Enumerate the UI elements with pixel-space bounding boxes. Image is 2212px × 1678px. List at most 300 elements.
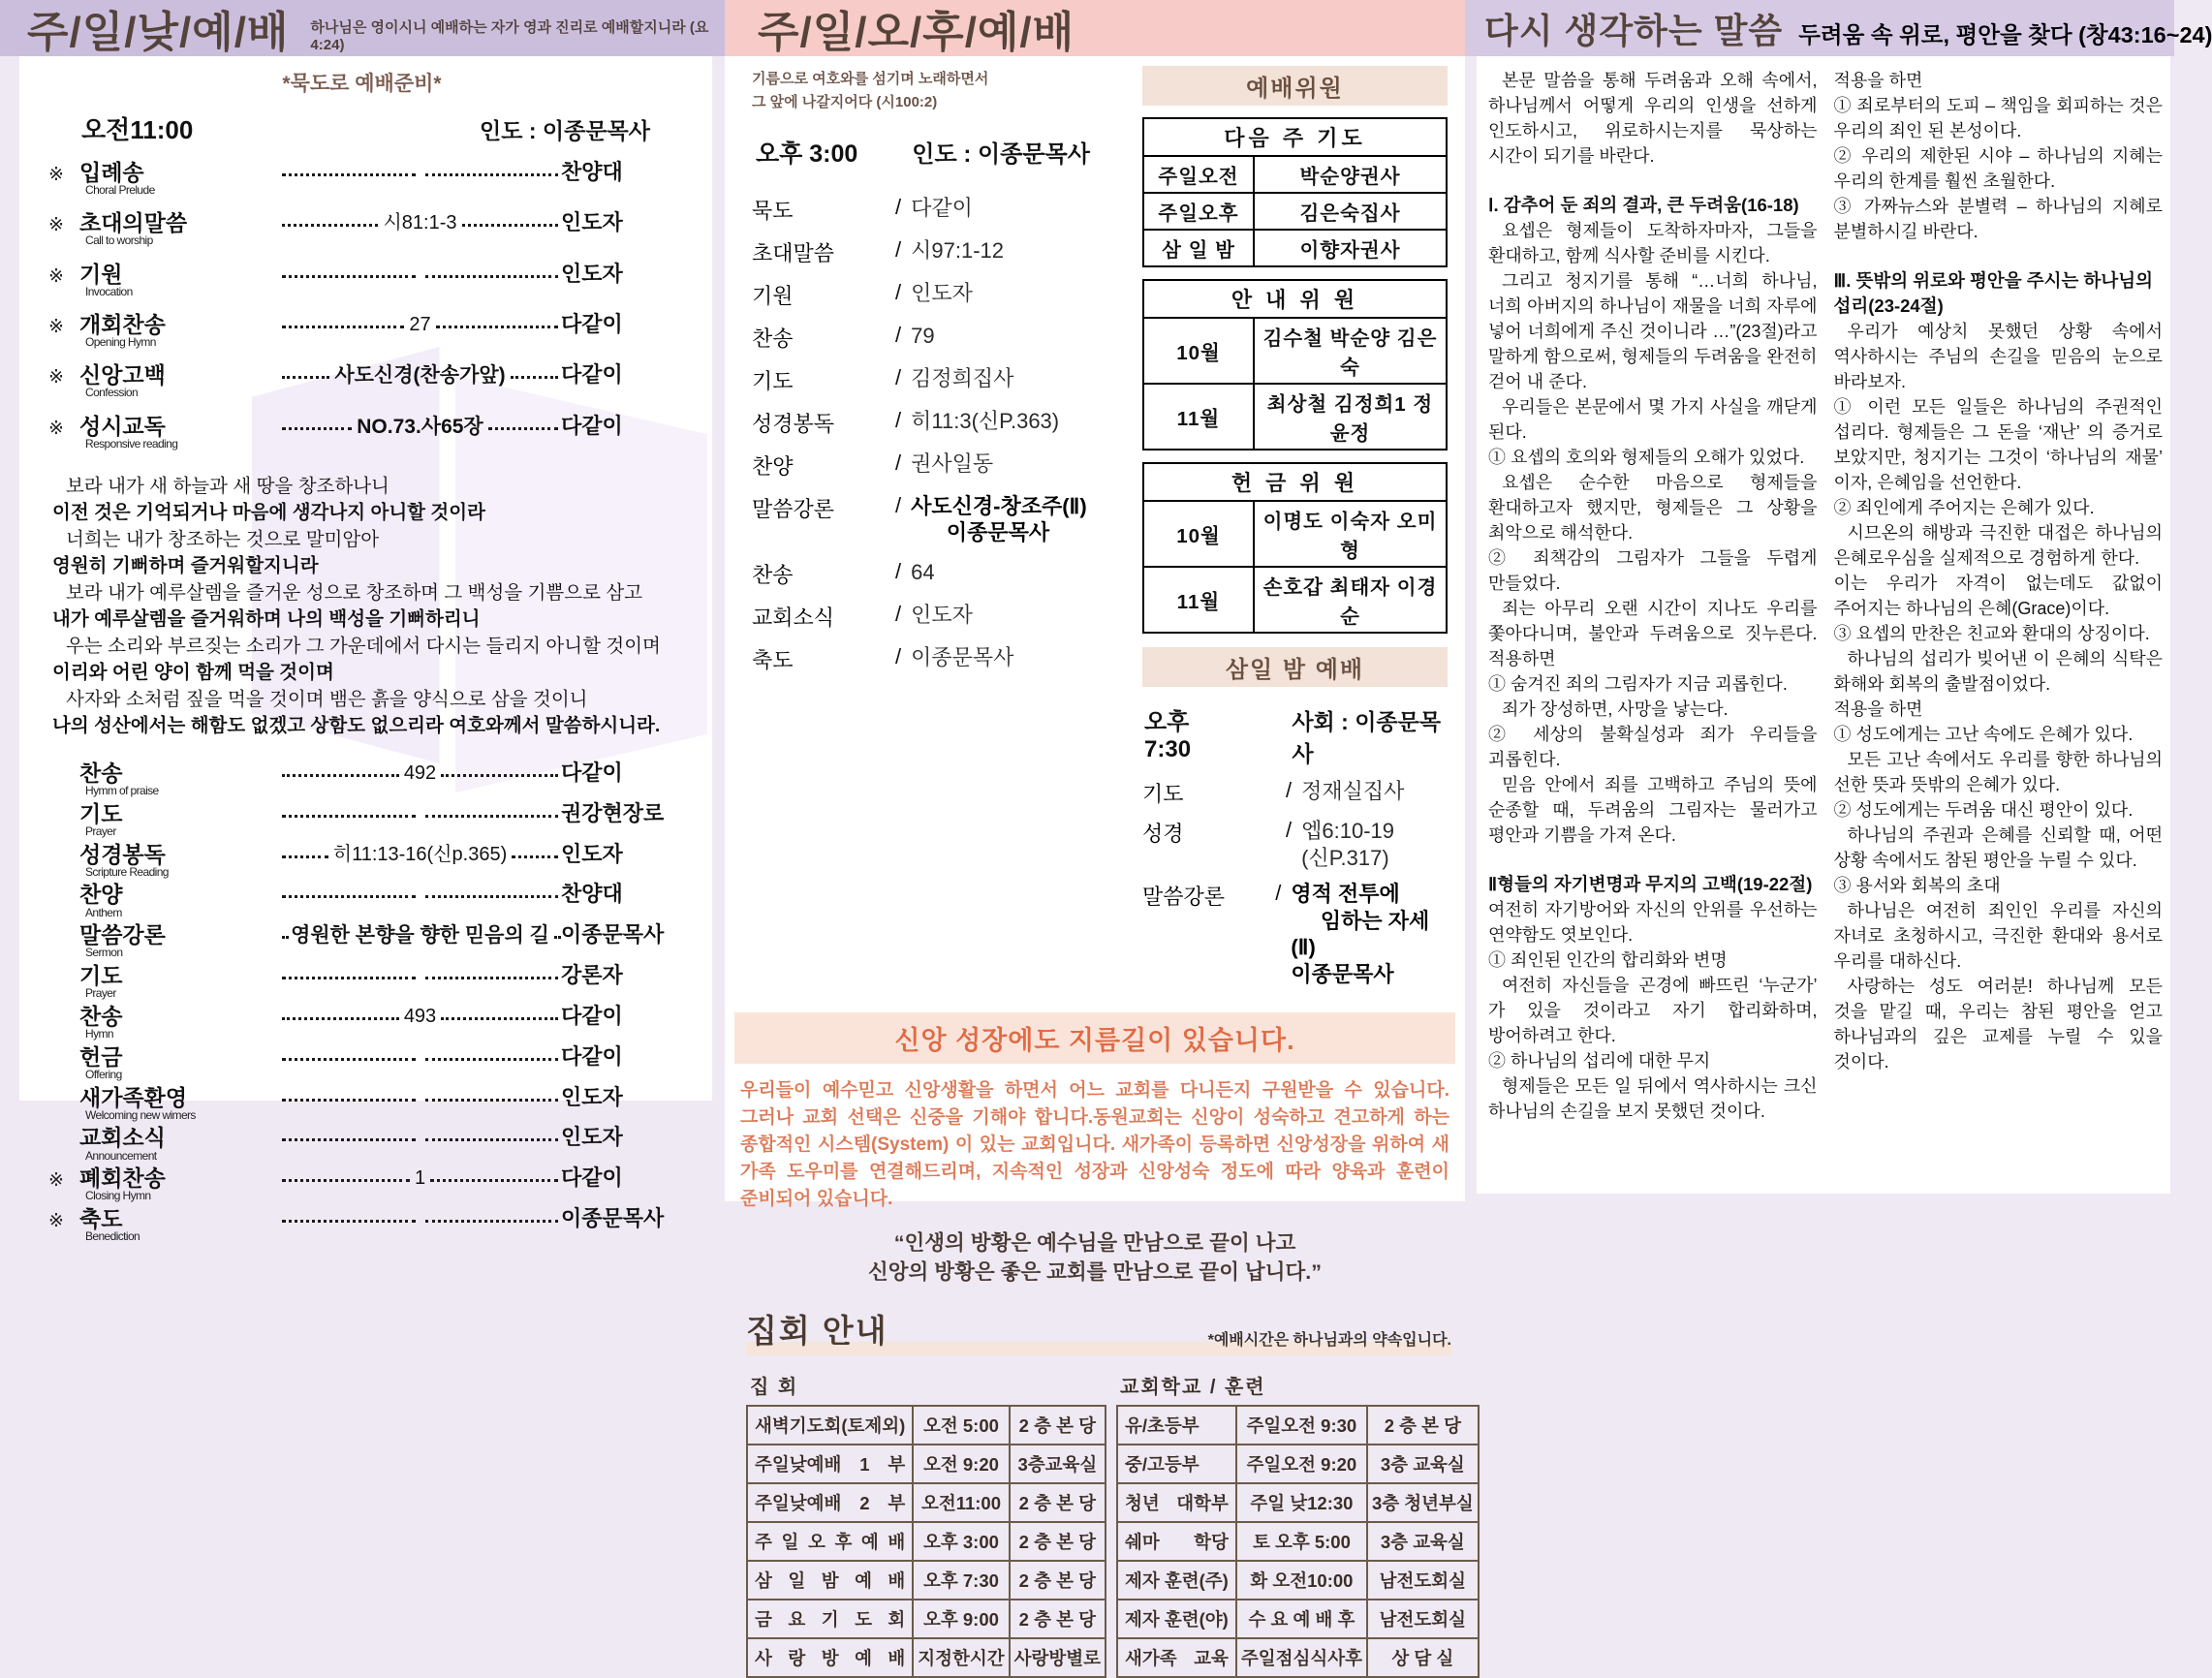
class-time: 수 요 예 배 후 [1236, 1600, 1367, 1638]
class-name: 제자 훈련(주) [1117, 1561, 1236, 1600]
reflection-paragraph: ② 하나님의 섭리에 대한 무지 [1488, 1051, 1711, 1071]
table-row [1143, 567, 1447, 633]
standing-mark: ※ [48, 265, 64, 287]
order-values [911, 559, 934, 589]
dotted-leader [425, 1126, 559, 1141]
order-label-korean: 축도 [752, 647, 794, 672]
order-label [79, 211, 279, 247]
slash-separator: / [895, 194, 902, 219]
order-label-korean: 찬양 [79, 882, 123, 908]
reading-line: 우는 소리와 부르짖는 소리가 그 가운데에서 다시는 들리지 아니할 것이며 [66, 635, 661, 657]
meeting-name: 새벽기도회(토제외) [747, 1406, 913, 1445]
table-row [1117, 1406, 1479, 1445]
order-label-korean: 초대말씀 [752, 240, 835, 265]
order-performer: 인도자 [561, 841, 623, 866]
slash-separator: / [895, 643, 902, 668]
reflection-paragraph: ② 죄인에게 주어지는 은혜가 있다. [1833, 498, 2095, 517]
dotted-leader [425, 161, 559, 176]
order-label-korean: 찬양 [752, 453, 794, 479]
quote-line1: “인생의 방황은 예수님을 만남으로 끝이 나고 [893, 1231, 1296, 1255]
meeting-time: 지정한시간 [913, 1638, 1009, 1677]
meeting-place: 사랑방별로 [1010, 1638, 1106, 1677]
order-row [48, 883, 675, 918]
order-label [79, 1005, 279, 1041]
order-detail: NO.73.사65장 [357, 415, 483, 438]
usher-month: 10월 [1143, 318, 1254, 384]
reading-line: 보라 내가 새 하늘과 새 땅을 창조하나니 [66, 475, 389, 497]
morning-service-leader: 인도 : 이종문목사 [480, 118, 650, 143]
dotted-leader [512, 843, 558, 858]
next-week-prayer-table [1142, 117, 1448, 267]
meeting-guide-titlebar [746, 1306, 1451, 1355]
order-values [911, 280, 973, 310]
order-performer: 이종문목사 [561, 1206, 665, 1231]
dotted-leader [425, 1086, 559, 1102]
order-row [48, 363, 675, 399]
order-value-line1: 영적 전투에 [1291, 882, 1400, 906]
order-label-english: Closing Hymn [85, 1189, 151, 1203]
panel-sunday-morning-worship [0, 0, 725, 1244]
order-value-line2: (신P.317) [1301, 845, 1389, 870]
reflection-paragraph: ② 세상의 불확실성과 죄가 우리들을 괴롭힌다. [1488, 725, 1818, 769]
reflection-paragraph: Ⅲ. 뜻밖의 위로와 평안을 주시는 하나님의 섭리(23-24절) [1833, 270, 2154, 316]
morning-time-row [81, 110, 650, 146]
reflection-title: 다시 생각하는 말씀 [1484, 10, 1784, 50]
wednesday-service-leader: 사회 : 이종문목사 [1292, 709, 1442, 766]
dotted-leader [282, 1045, 416, 1061]
order-label-english: Hymm of praise [85, 784, 159, 798]
order-row [752, 493, 1135, 546]
order-detail: 27 [409, 313, 431, 335]
class-place: 상 담 실 [1367, 1638, 1479, 1677]
order-row [48, 211, 675, 247]
reflection-paragraph: ① 요셉의 호의와 형제들의 오해가 있었다. [1488, 448, 1805, 467]
dotted-leader [462, 211, 558, 227]
school-column-header: 교회학교 / 훈련 [1120, 1377, 1266, 1398]
order-label-english: Offering [85, 1067, 122, 1081]
offering-month: 10월 [1143, 501, 1254, 567]
reflection-body [1477, 56, 2170, 1194]
order-label [79, 415, 279, 451]
afternoon-worship-title: 주/일/오/후/예/배 [758, 9, 1075, 56]
wednesday-service-title: 삼일 밤 예배 [1142, 647, 1448, 687]
order-row [752, 280, 1135, 310]
meeting-time: 오후 7:30 [913, 1561, 1009, 1600]
morning-worship-verse: 하나님은 영이시니 예배하는 자가 영과 진리로 예배할지니라 (요4:24) [310, 19, 709, 53]
prayer-slot: 삼 일 밤 [1143, 230, 1254, 266]
order-row [752, 644, 1135, 674]
reflection-column-2 [1834, 68, 2164, 1194]
standing-mark [48, 761, 79, 764]
order-row [48, 802, 675, 838]
order-label-korean: 말씀강론 [752, 496, 835, 521]
reflection-paragraph: 하나님의 섭리가 빚어낸 이 은혜의 식탁은 화해와 회복의 출발점이었다. [1833, 649, 2163, 694]
dotted-leader [425, 1207, 559, 1223]
morning-order-list-2 [48, 761, 675, 1243]
order-label-english: Responsive reading [85, 436, 178, 451]
table-header-row [1143, 463, 1447, 501]
meetings-table-column [746, 1371, 1106, 1678]
order-values [911, 195, 973, 225]
order-value-line1: 이종문목사 [911, 644, 1014, 669]
order-label-english: Prayer [85, 986, 116, 1001]
reflection-paragraph: 여전히 자신들을 곤경에 빠뜨린 ‘누군가’ 가 있을 것이라고 자기 합리화하며, 방어하려고 한다. [1488, 976, 1818, 1045]
slash-separator: / [895, 492, 902, 517]
order-row [48, 1005, 675, 1041]
order-row [48, 1045, 675, 1081]
order-performer: 인도자 [561, 261, 623, 286]
class-place: 남전도회실 [1367, 1561, 1479, 1600]
class-name: 제자 훈련(야) [1117, 1600, 1236, 1638]
table-row [1117, 1638, 1479, 1677]
order-label-korean: 기도 [752, 368, 794, 393]
standing-mark [48, 883, 79, 886]
reflection-paragraph: 시므온의 해방과 극진한 대접은 하나님의 은혜로우심을 실제적으로 경험하게 한다. [1833, 523, 2163, 568]
usher-names: 김수철 박순양 김은숙 [1254, 318, 1447, 384]
afternoon-verse-line2: 그 앞에 나갈지어다 (시100:2) [752, 94, 938, 111]
order-value-line1: 권사일동 [911, 451, 994, 476]
reflection-paragraph: 믿음 안에서 죄를 고백하고 주님의 뜻에 순종할 때, 두려움의 그림자는 물러가고 평안과 기쁨을 가져 온다. [1488, 775, 1818, 845]
reflection-header [1465, 0, 2212, 56]
order-value-line2: 이종문목사 [911, 520, 1050, 544]
reflection-paragraph: ① 죄로부터의 도피 – 책임을 회피하는 것은 우리의 죄인 된 본성이다. [1833, 96, 2163, 140]
dotted-leader [282, 1207, 416, 1223]
order-row [48, 161, 675, 197]
dotted-leader [282, 843, 328, 858]
dotted-leader [554, 923, 558, 939]
order-values [911, 323, 934, 353]
table-row [1143, 501, 1447, 567]
order-values [911, 365, 1013, 395]
reflection-paragraph: 본문 말씀을 통해 두려움과 오해 속에서, 하나님께서 어떻게 우리의 인생을 선하게 인도하시고, 위로하시는지를 묵상하는 시간이 되기를 바란다. [1488, 71, 1818, 166]
reading-line: 이전 것은 기억되거나 마음에 생각나지 아니할 것이라 [52, 502, 485, 524]
responsive-reading-block [52, 474, 675, 740]
meeting-name: 주 일 오 후 예 배 [747, 1522, 913, 1561]
dotted-leader [441, 1005, 558, 1020]
dotted-leader [436, 313, 558, 328]
table-row [1117, 1600, 1479, 1638]
dotted-leader [282, 802, 416, 818]
order-performer: 다같이 [561, 1043, 623, 1069]
standing-mark [48, 964, 79, 967]
standing-mark [48, 1086, 79, 1089]
reflection-paragraph: ② 우리의 제한된 시야 – 하나님의 지혜는 우리의 한계를 훨씬 초월한다. [1833, 146, 2163, 191]
faith-growth-paragraph: 우리들이 예수믿고 신앙생활을 하면서 어느 교회를 다니든지 구원받을 수 있습니다. 그러나 교회 선택은 신중을 기해야 합니다.동원교회는 신앙이 성숙하고 견고하게 하는 종합적인 시스템(System) 이 있는 교회입니다. 새가족이 등록하면 신앙성장을 위하여 새 가족 도우미를 연결해드리며, 지속적인 성장과 신앙성숙 정도에 따라 양육과 훈련이 준비되어 있습니다. [740, 1080, 1449, 1209]
order-detail: 히11:13-16(신p.365) [332, 843, 508, 865]
slash-separator: / [895, 407, 902, 432]
meeting-place: 2 층 본 당 [1010, 1522, 1106, 1561]
standing-mark: ※ [48, 165, 64, 185]
dotted-leader [441, 761, 558, 777]
order-label-korean: 말씀강론 [79, 922, 166, 948]
order-label-korean: 새가족환영 [79, 1084, 188, 1110]
reflection-paragraph: 우리들은 본문에서 몇 가지 사실을 깨닫게 된다. [1488, 397, 1818, 442]
order-label [79, 1126, 279, 1162]
class-place: 3층 청년부실 [1367, 1483, 1479, 1522]
order-label-korean: 기도 [1142, 782, 1184, 806]
table-row [1143, 230, 1447, 266]
usher-month: 11월 [1143, 384, 1254, 450]
order-row [48, 923, 675, 959]
order-value-line1: 정재실집사 [1301, 779, 1405, 803]
meeting-guide-note: *예배시간은 하나님과의 약속입니다. [1207, 1332, 1451, 1349]
order-label [79, 923, 279, 959]
reflection-paragraph: ① 숨겨진 죄의 그림자가 지금 괴롭힌다. [1488, 674, 1788, 694]
order-label-korean: 개회찬송 [79, 311, 166, 337]
dotted-leader [488, 415, 558, 430]
meeting-place: 2 층 본 당 [1010, 1406, 1106, 1445]
order-detail: 493 [403, 1005, 437, 1027]
class-time: 주일 낮12:30 [1236, 1483, 1367, 1522]
order-label-korean: 축도 [79, 1206, 123, 1232]
reflection-paragraph: 모든 고난 속에서도 우리를 향한 하나님의 선한 뜻과 뜻밖의 은혜가 있다. [1833, 750, 2163, 794]
table-row [1117, 1522, 1479, 1561]
reading-line: 영원히 기뻐하며 즐거워할지니라 [52, 555, 319, 577]
order-row [48, 263, 675, 298]
morning-worship-header [0, 0, 725, 56]
order-values [911, 602, 973, 632]
class-time: 주일오전 9:30 [1236, 1406, 1367, 1445]
church-school-table [1116, 1405, 1480, 1678]
reflection-paragraph: Ⅱ형들의 자기변명과 무지의 고백(19-22절) [1488, 874, 1813, 894]
reflection-paragraph: 형제들은 모든 일 뒤에서 역사하시는 크신 하나님의 손길을 보지 못했던 것이다. [1488, 1076, 1818, 1121]
table-row [747, 1445, 1106, 1483]
slash-separator: / [895, 558, 902, 583]
dotted-leader [425, 263, 559, 278]
order-label-english: Benediction [85, 1229, 140, 1244]
meeting-guide-title: 집회 안내 [746, 1313, 888, 1349]
reading-line: 나의 성산에서는 해함도 없겠고 상함도 없으리라 여호와께서 말씀하시니라. [52, 715, 661, 737]
dotted-leader [425, 802, 559, 818]
order-label-korean: 기원 [79, 261, 123, 287]
silent-prayer-note: *묵도로 예배준비* [282, 73, 442, 95]
standing-mark: ※ [48, 1211, 64, 1232]
reflection-paragraph: ③ 가짜뉴스와 분별력 – 하나님의 지혜로 분별하시길 바란다. [1833, 197, 2163, 241]
order-value-line1: 사도신경-창조주(Ⅱ) [911, 493, 1087, 518]
order-value-line1: 다같이 [911, 195, 973, 220]
prayer-table-title: 다음 주 기도 [1143, 118, 1447, 156]
slash-separator: / [895, 364, 902, 389]
standing-mark [48, 802, 79, 805]
reflection-paragraph: ② 성도에게는 두려움 대신 평안이 있다. [1833, 800, 2134, 820]
order-value-line3: 이종문목사 [1291, 961, 1394, 986]
class-name: 유/초등부 [1117, 1406, 1236, 1445]
order-label-english: Anthem [85, 905, 122, 919]
order-label [79, 161, 279, 197]
meeting-name: 주일낮예배 2 부 [747, 1483, 913, 1522]
order-label-korean: 성경봉독 [79, 841, 166, 867]
reflection-paragraph: ① 죄인된 인간의 합리화와 변명 [1488, 950, 1728, 970]
reflection-paragraph: 요셉은 형제들이 도착하자마자, 그들을 환대하고, 함께 식사할 준비를 시킨다. [1488, 221, 1818, 265]
order-performer: 다같이 [561, 760, 623, 785]
table-row [747, 1561, 1106, 1600]
dotted-leader [282, 1126, 416, 1141]
meeting-place: 2 층 본 당 [1010, 1483, 1106, 1522]
order-label-english: Choral Prelude [85, 183, 155, 198]
order-row [1142, 778, 1448, 808]
table-header-row [1143, 280, 1447, 318]
table-row [747, 1522, 1106, 1561]
class-name: 쉐마 학당 [1117, 1522, 1236, 1561]
reflection-paragraph: 여전히 자기방어와 자신의 안위를 우선하는 연약함도 엿보인다. [1488, 900, 1818, 945]
order-row [48, 843, 675, 879]
reflection-paragraph: 하나님은 여전히 죄인인 우리를 자신의 자녀로 초청하시고, 극진한 환대와 용서로 우리를 대하신다. [1833, 901, 2163, 971]
afternoon-service-time: 오후 3:00 [756, 140, 858, 168]
dotted-leader [282, 1005, 399, 1020]
reflection-subtitle: 두려움 속 위로, 평안을 찾다 (창43:16~24) [1798, 22, 2212, 47]
order-value-line1: 64 [911, 559, 935, 584]
prayer-slot: 주일오후 [1143, 193, 1254, 230]
class-place: 3층 교육실 [1367, 1522, 1479, 1561]
order-label-english: Prayer [85, 823, 116, 838]
order-row [48, 1086, 675, 1122]
order-label-korean: 기원 [752, 283, 794, 308]
order-value-line1: 김정희집사 [911, 365, 1014, 390]
order-label-korean: 말씀강론 [1142, 885, 1226, 909]
order-performer: 찬양대 [561, 882, 623, 907]
standing-mark: ※ [48, 1170, 64, 1192]
order-values [1301, 778, 1404, 808]
order-label-korean: 찬송 [79, 760, 123, 786]
order-label-korean: 성시교독 [79, 413, 166, 439]
morning-worship-card [19, 56, 712, 1244]
order-row [48, 761, 675, 797]
order-performer: 이종문목사 [561, 922, 665, 948]
order-row [752, 451, 1135, 481]
table-row [1143, 318, 1447, 384]
afternoon-worship-header [725, 0, 1465, 56]
table-row [1117, 1445, 1479, 1483]
class-name: 중/고등부 [1117, 1445, 1236, 1483]
meeting-time: 오전 5:00 [913, 1406, 1009, 1445]
table-row [747, 1638, 1106, 1677]
order-performer: 강론자 [561, 963, 623, 988]
slash-separator: / [1286, 778, 1293, 802]
meeting-time: 오전 9:20 [913, 1445, 1009, 1483]
class-name: 새가족 교육 [1117, 1638, 1236, 1677]
order-performer: 다같이 [561, 311, 623, 336]
afternoon-verse-line1: 기름으로 여호와를 섬기며 노래하면서 [752, 71, 989, 87]
slash-separator: / [895, 450, 902, 475]
reflection-paragraph: ② 죄책감의 그림자가 그들을 두렵게 만들었다. [1488, 548, 1818, 593]
reflection-paragraph: 적용을 하면 [1833, 71, 1923, 90]
order-label-english: Confession [85, 386, 139, 400]
reflection-paragraph: 사랑하는 성도 여러분! 하나님께 모든 것을 맡길 때, 우리는 참된 평안을 얻고 하나님과의 깊은 교제를 누릴 수 있을 것이다. [1833, 977, 2163, 1072]
table-row [1117, 1561, 1479, 1600]
order-performer: 다같이 [561, 1165, 623, 1191]
standing-mark [48, 1126, 79, 1129]
committee-section-title: 예배위원 [1142, 66, 1448, 106]
order-detail: 492 [403, 761, 437, 784]
class-place: 3층 교육실 [1367, 1445, 1479, 1483]
order-value-line1: 인도자 [911, 280, 973, 305]
order-label-korean: 교회소식 [79, 1125, 166, 1151]
order-label [79, 363, 279, 399]
dotted-leader [425, 964, 559, 979]
order-values [911, 644, 1013, 674]
order-row [1142, 881, 1448, 987]
offering-names: 손호갑 최태자 이경순 [1254, 567, 1447, 633]
dotted-leader [282, 263, 416, 278]
faith-growth-banner-text: 신앙 성장에도 지름길이 있습니다. [894, 1026, 1295, 1055]
wednesday-time-row [1144, 702, 1448, 768]
dotted-leader [282, 883, 416, 898]
order-detail: 사도신경(찬송가앞) [334, 364, 506, 388]
church-quote [725, 1228, 1465, 1287]
order-label-english: Call to worship [85, 233, 153, 248]
order-row [48, 1166, 675, 1202]
wednesday-service-time: 오후 7:30 [1144, 709, 1192, 762]
dotted-leader [282, 923, 286, 939]
afternoon-time-row [756, 135, 1135, 170]
order-row [48, 415, 675, 451]
standing-mark: ※ [48, 215, 64, 236]
order-label-english: Invocation [85, 284, 133, 298]
order-label [79, 843, 279, 879]
afternoon-order-list [752, 195, 1135, 674]
order-row [752, 237, 1135, 267]
order-performer: 인도자 [561, 1125, 623, 1150]
reflection-paragraph: ① 이런 모든 일들은 하나님의 주권적인 섭리다. 형제들은 그 돈을 ‘재난’ 의 증거로 보았지만, 청지기는 그것이 ‘하나님의 재물’ 이자, 은혜임을 선언한다. [1833, 397, 2163, 492]
order-value-line1: 엡6:10-19 [1301, 819, 1394, 843]
faith-growth-banner [734, 1012, 1455, 1064]
quote-line2: 신앙의 방황은 좋은 교회를 만남으로 끝이 납니다.” [868, 1260, 1322, 1284]
order-label [79, 761, 279, 797]
meeting-name: 사 랑 방 예 배 [747, 1638, 913, 1677]
order-label-english: Hymn [85, 1027, 113, 1041]
dotted-leader [430, 1166, 558, 1182]
order-performer: 권강현장로 [561, 800, 665, 825]
order-label [79, 1166, 279, 1202]
table-row [1143, 156, 1447, 193]
order-label-korean: 폐회찬송 [79, 1165, 166, 1192]
order-label [79, 883, 279, 918]
order-performer: 다같이 [561, 1003, 623, 1028]
dotted-leader [282, 313, 404, 328]
table-row [1143, 384, 1447, 450]
order-row [752, 408, 1135, 438]
class-time: 주일오전 9:20 [1236, 1445, 1367, 1483]
wednesday-order-list [1142, 778, 1448, 987]
order-label [79, 964, 279, 1000]
reflection-paragraph: Ⅰ. 감추어 둔 죄의 결과, 큰 두려움(16-18) [1488, 195, 1799, 215]
order-row [752, 602, 1135, 632]
afternoon-order-column [752, 66, 1135, 997]
dotted-leader [511, 363, 558, 379]
order-value-line1: 시97:1-12 [911, 237, 1004, 263]
class-time: 화 오전10:00 [1236, 1561, 1367, 1600]
order-row [1142, 818, 1448, 871]
worship-committee-column [1142, 66, 1448, 997]
order-value-line1: 인도자 [911, 602, 973, 627]
meetings-column-header: 집 회 [750, 1377, 799, 1398]
slash-separator: / [895, 322, 902, 347]
dotted-leader [425, 1045, 559, 1061]
order-values [911, 237, 1004, 267]
dotted-leader [282, 161, 416, 176]
usher-committee-table [1142, 279, 1448, 451]
offering-table-title: 헌 금 위 원 [1143, 463, 1447, 501]
reflection-paragraph: 요셉은 순수한 마음으로 형제들을 환대하고자 했지만, 형제들은 그 상황을 최악으로 해석한다. [1488, 473, 1818, 543]
order-value-line2: 임하는 자세 (Ⅱ) [1291, 908, 1436, 959]
standing-mark: ※ [48, 418, 64, 439]
class-place: 2 층 본 당 [1367, 1406, 1479, 1445]
reflection-paragraph: 죄가 장성하면, 사망을 낳는다. [1502, 699, 1729, 719]
order-label-korean: 헌금 [79, 1043, 123, 1070]
dotted-leader [282, 211, 378, 227]
class-place: 남전도회실 [1367, 1600, 1479, 1638]
order-label-korean: 성경 [1142, 822, 1184, 846]
